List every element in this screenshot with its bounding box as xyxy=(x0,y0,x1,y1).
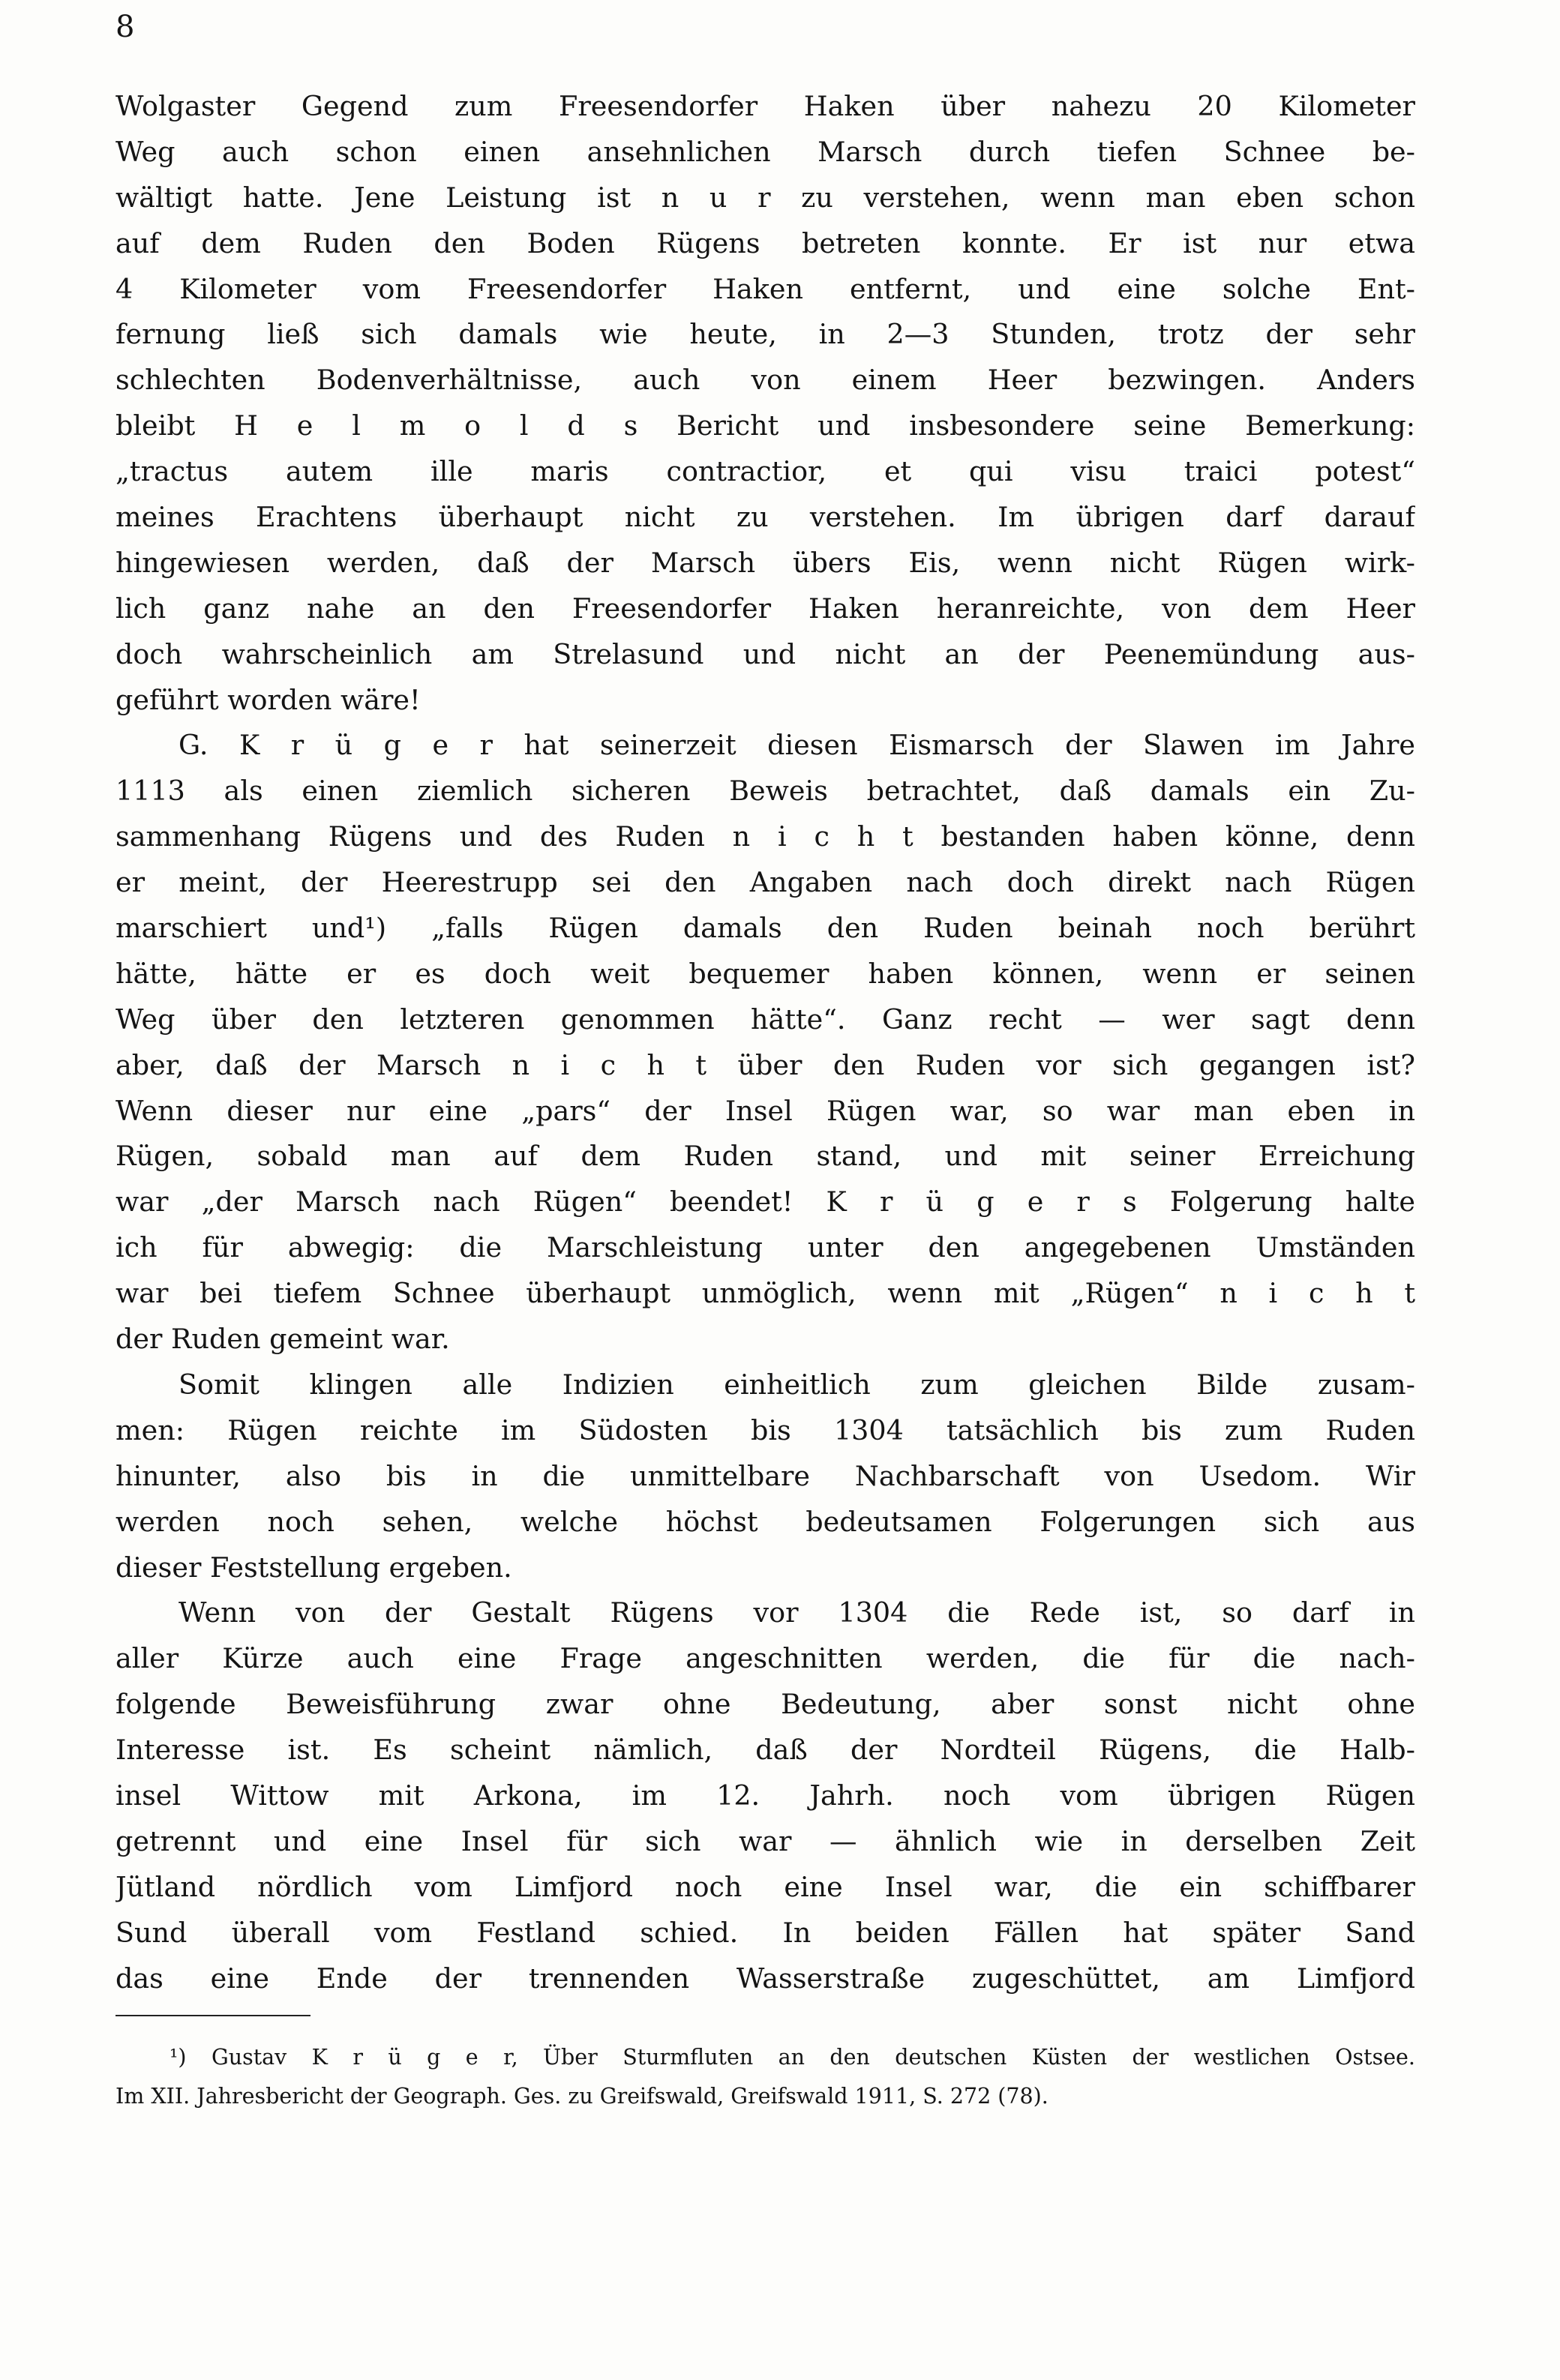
footnote-separator xyxy=(116,2015,310,2016)
text-line: fernung ließ sich damals wie heute, in 2—3 Stunden, trotz der sehr xyxy=(116,318,1415,351)
text-line: Interesse ist. Es scheint nämlich, daß der Nordteil Rügens, die Halb- xyxy=(116,1734,1415,1767)
text-line: wältigt hatte. Jene Leistung ist n u r zu verstehen, wenn man eben schon xyxy=(116,181,1415,214)
text-line: er meint, der Heerestrupp sei den Angaben nach doch direkt nach Rügen xyxy=(116,866,1415,899)
text-line: aller Kürze auch eine Frage angeschnitten werden, die für die nach- xyxy=(116,1642,1415,1675)
text-line: doch wahrscheinlich am Strelasund und nicht an der Peenemündung aus- xyxy=(116,637,1415,670)
text-line: 4 Kilometer vom Freesendorfer Haken entfernt, und eine solche Ent- xyxy=(116,272,1415,305)
text-line: men: Rügen reichte im Südosten bis 1304 tatsächlich bis zum Ruden xyxy=(116,1413,1415,1446)
text-line: der Ruden gemeint war. xyxy=(116,1323,450,1356)
text-line: lich ganz nahe an den Freesendorfer Haken heranreichte, von dem Heer xyxy=(116,592,1415,625)
text-line: folgende Beweisführung zwar ohne Bedeutung, aber sonst nicht ohne xyxy=(116,1688,1415,1721)
footnote-line: Im XII. Jahresbericht der Geograph. Ges. zu Greifswald, Greifswald 1911, S. 272 (78). xyxy=(116,2084,1048,2109)
text-line: Wenn dieser nur eine „pars“ der Insel Rügen war, so war man eben in xyxy=(116,1094,1415,1127)
text-line: ich für abwegig: die Marschleistung unter den angegebenen Umständen xyxy=(116,1231,1415,1264)
text-line: schlechten Bodenverhältnisse, auch von einem Heer bezwingen. Anders xyxy=(116,364,1415,397)
text-line: das eine Ende der trennenden Wasserstraße zugeschüttet, am Limfjord xyxy=(116,1962,1415,1995)
text-line: „tractus autem ille maris contractior, et qui visu traici potest“ xyxy=(116,455,1415,488)
text-line: geführt worden wäre! xyxy=(116,683,421,716)
text-line: bleibt H e l m o l d s Bericht und insbesondere seine Bemerkung: xyxy=(116,409,1415,442)
text-line: Somit klingen alle Indizien einheitlich zum gleichen Bilde zusam- xyxy=(178,1368,1415,1401)
text-line: Wolgaster Gegend zum Freesendorfer Haken über nahezu 20 Kilometer xyxy=(116,90,1415,122)
text-line: insel Wittow mit Arkona, im 12. Jahrh. noch vom übrigen Rügen xyxy=(116,1779,1415,1812)
footnote-line: ¹) Gustav K r ü g e r, Über Sturmfluten an den deutschen Küsten der westlichen Ostsee. xyxy=(170,2045,1415,2070)
text-line: Weg auch schon einen ansehnlichen Marsch durch tiefen Schnee be- xyxy=(116,135,1415,168)
text-line: hinunter, also bis in die unmittelbare Nachbarschaft von Usedom. Wir xyxy=(116,1459,1415,1492)
text-line: Jütland nördlich vom Limfjord noch eine Insel war, die ein schiffbarer xyxy=(116,1870,1415,1903)
text-line: auf dem Ruden den Boden Rügens betreten konnte. Er ist nur etwa xyxy=(116,226,1415,259)
text-line: getrennt und eine Insel für sich war — ähnlich wie in derselben Zeit xyxy=(116,1824,1415,1857)
text-line: werden noch sehen, welche höchst bedeutsamen Folgerungen sich aus xyxy=(116,1505,1415,1538)
text-line: hingewiesen werden, daß der Marsch übers Eis, wenn nicht Rügen wirk- xyxy=(116,546,1415,579)
text-line: Weg über den letzteren genommen hätte“. Ganz recht — wer sagt denn xyxy=(116,1003,1415,1036)
text-line: Sund überall vom Festland schied. In beiden Fällen hat später Sand xyxy=(116,1916,1415,1949)
text-line: aber, daß der Marsch n i c h t über den Ruden vor sich gegangen ist? xyxy=(116,1048,1415,1081)
text-line: hätte, hätte er es doch weit bequemer haben können, wenn er seinen xyxy=(116,957,1415,990)
text-line: G. K r ü g e r hat seinerzeit diesen Eismarsch der Slawen im Jahre xyxy=(178,729,1415,762)
text-line: marschiert und¹) „falls Rügen damals den Ruden beinah noch berührt xyxy=(116,912,1415,945)
text-line: meines Erachtens überhaupt nicht zu verstehen. Im übrigen darf darauf xyxy=(116,501,1415,534)
text-line: Wenn von der Gestalt Rügens vor 1304 die Rede ist, so darf in xyxy=(178,1596,1415,1629)
text-line: sammenhang Rügens und des Ruden n i c h t bestanden haben könne, denn xyxy=(116,820,1415,853)
page-number: 8 xyxy=(116,10,135,44)
text-line: dieser Feststellung ergeben. xyxy=(116,1551,512,1584)
text-line: Rügen, sobald man auf dem Ruden stand, und mit seiner Erreichung xyxy=(116,1140,1415,1173)
text-line: 1113 als einen ziemlich sicheren Beweis betrachtet, daß damals ein Zu- xyxy=(116,775,1415,808)
text-line: war bei tiefem Schnee überhaupt unmöglich, wenn mit „Rügen“ n i c h t xyxy=(116,1277,1415,1310)
footnotes xyxy=(116,2038,1415,2116)
text-line: war „der Marsch nach Rügen“ beendet! K r ü g e r s Folgerung halte xyxy=(116,1186,1415,1218)
body-text xyxy=(116,84,1415,2001)
